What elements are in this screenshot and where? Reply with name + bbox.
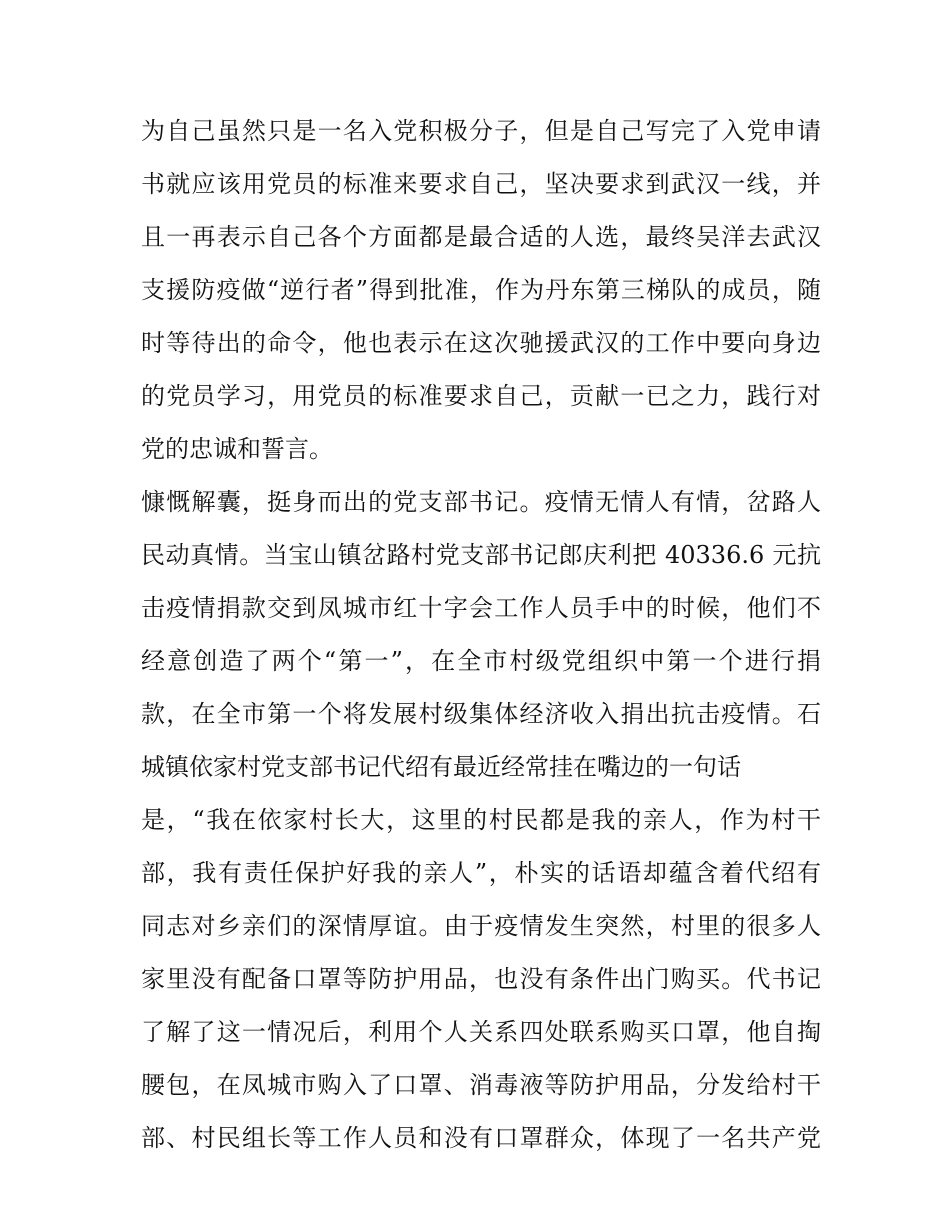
text-line: 支援防疫做“逆行者”得到批准，作为丹东第三梯队的成员，随 — [141, 276, 821, 304]
document-body — [141, 108, 821, 1168]
text-line: 经意创造了两个“第一”，在全市村级党组织中第一个进行捐 — [141, 647, 821, 675]
text-line: 同志对乡亲们的深情厚谊。由于疫情发生突然，村里的很多人 — [141, 912, 821, 940]
text-line: 城镇依家村党支部书记代绍有最近经常挂在嘴边的一句话 — [141, 753, 741, 781]
text-line: 且一再表示自己各个方面都是最合适的人选，最终吴洋去武汉 — [141, 223, 821, 251]
text-line: 党的忠诚和誓言。 — [141, 435, 333, 463]
text-line: 家里没有配备口罩等防护用品，也没有条件出门购买。代书记 — [141, 965, 821, 993]
text-line: 是，“我在依家村长大，这里的村民都是我的亲人，作为村干 — [141, 806, 821, 834]
text-line: 了解了这一情况后，利用个人关系四处联系购买口罩，他自掏 — [141, 1018, 821, 1046]
text-line: 击疫情捐款交到凤城市红十字会工作人员手中的时候，他们不 — [141, 594, 821, 622]
text-line: 部，我有责任保护好我的亲人”，朴实的话语却蕴含着代绍有 — [141, 859, 821, 887]
text-line: 款，在全市第一个将发展村级集体经济收入捐出抗击疫情。石 — [141, 700, 821, 728]
text-line: 的党员学习，用党员的标准要求自己，贡献一已之力，践行对 — [141, 382, 821, 410]
text-line: 部、村民组长等工作人员和没有口罩群众，体现了一名共产党 — [141, 1124, 821, 1152]
text-line: 时等待出的命令，他也表示在这次驰援武汉的工作中要向身边 — [141, 329, 821, 357]
text-line: 为自己虽然只是一名入党积极分子，但是自己写完了入党申请 — [141, 117, 821, 145]
text-line: 民动真情。当宝山镇岔路村党支部书记郎庆利把 40336.6 元抗 — [141, 541, 821, 569]
text-line: 慷慨解囊，挺身而出的党支部书记。疫情无情人有情，岔路人 — [141, 488, 821, 516]
text-line: 腰包，在凤城市购入了口罩、消毒液等防护用品，分发给村干 — [141, 1071, 821, 1099]
text-line: 书就应该用党员的标准来要求自己，坚决要求到武汉一线，并 — [141, 170, 821, 198]
